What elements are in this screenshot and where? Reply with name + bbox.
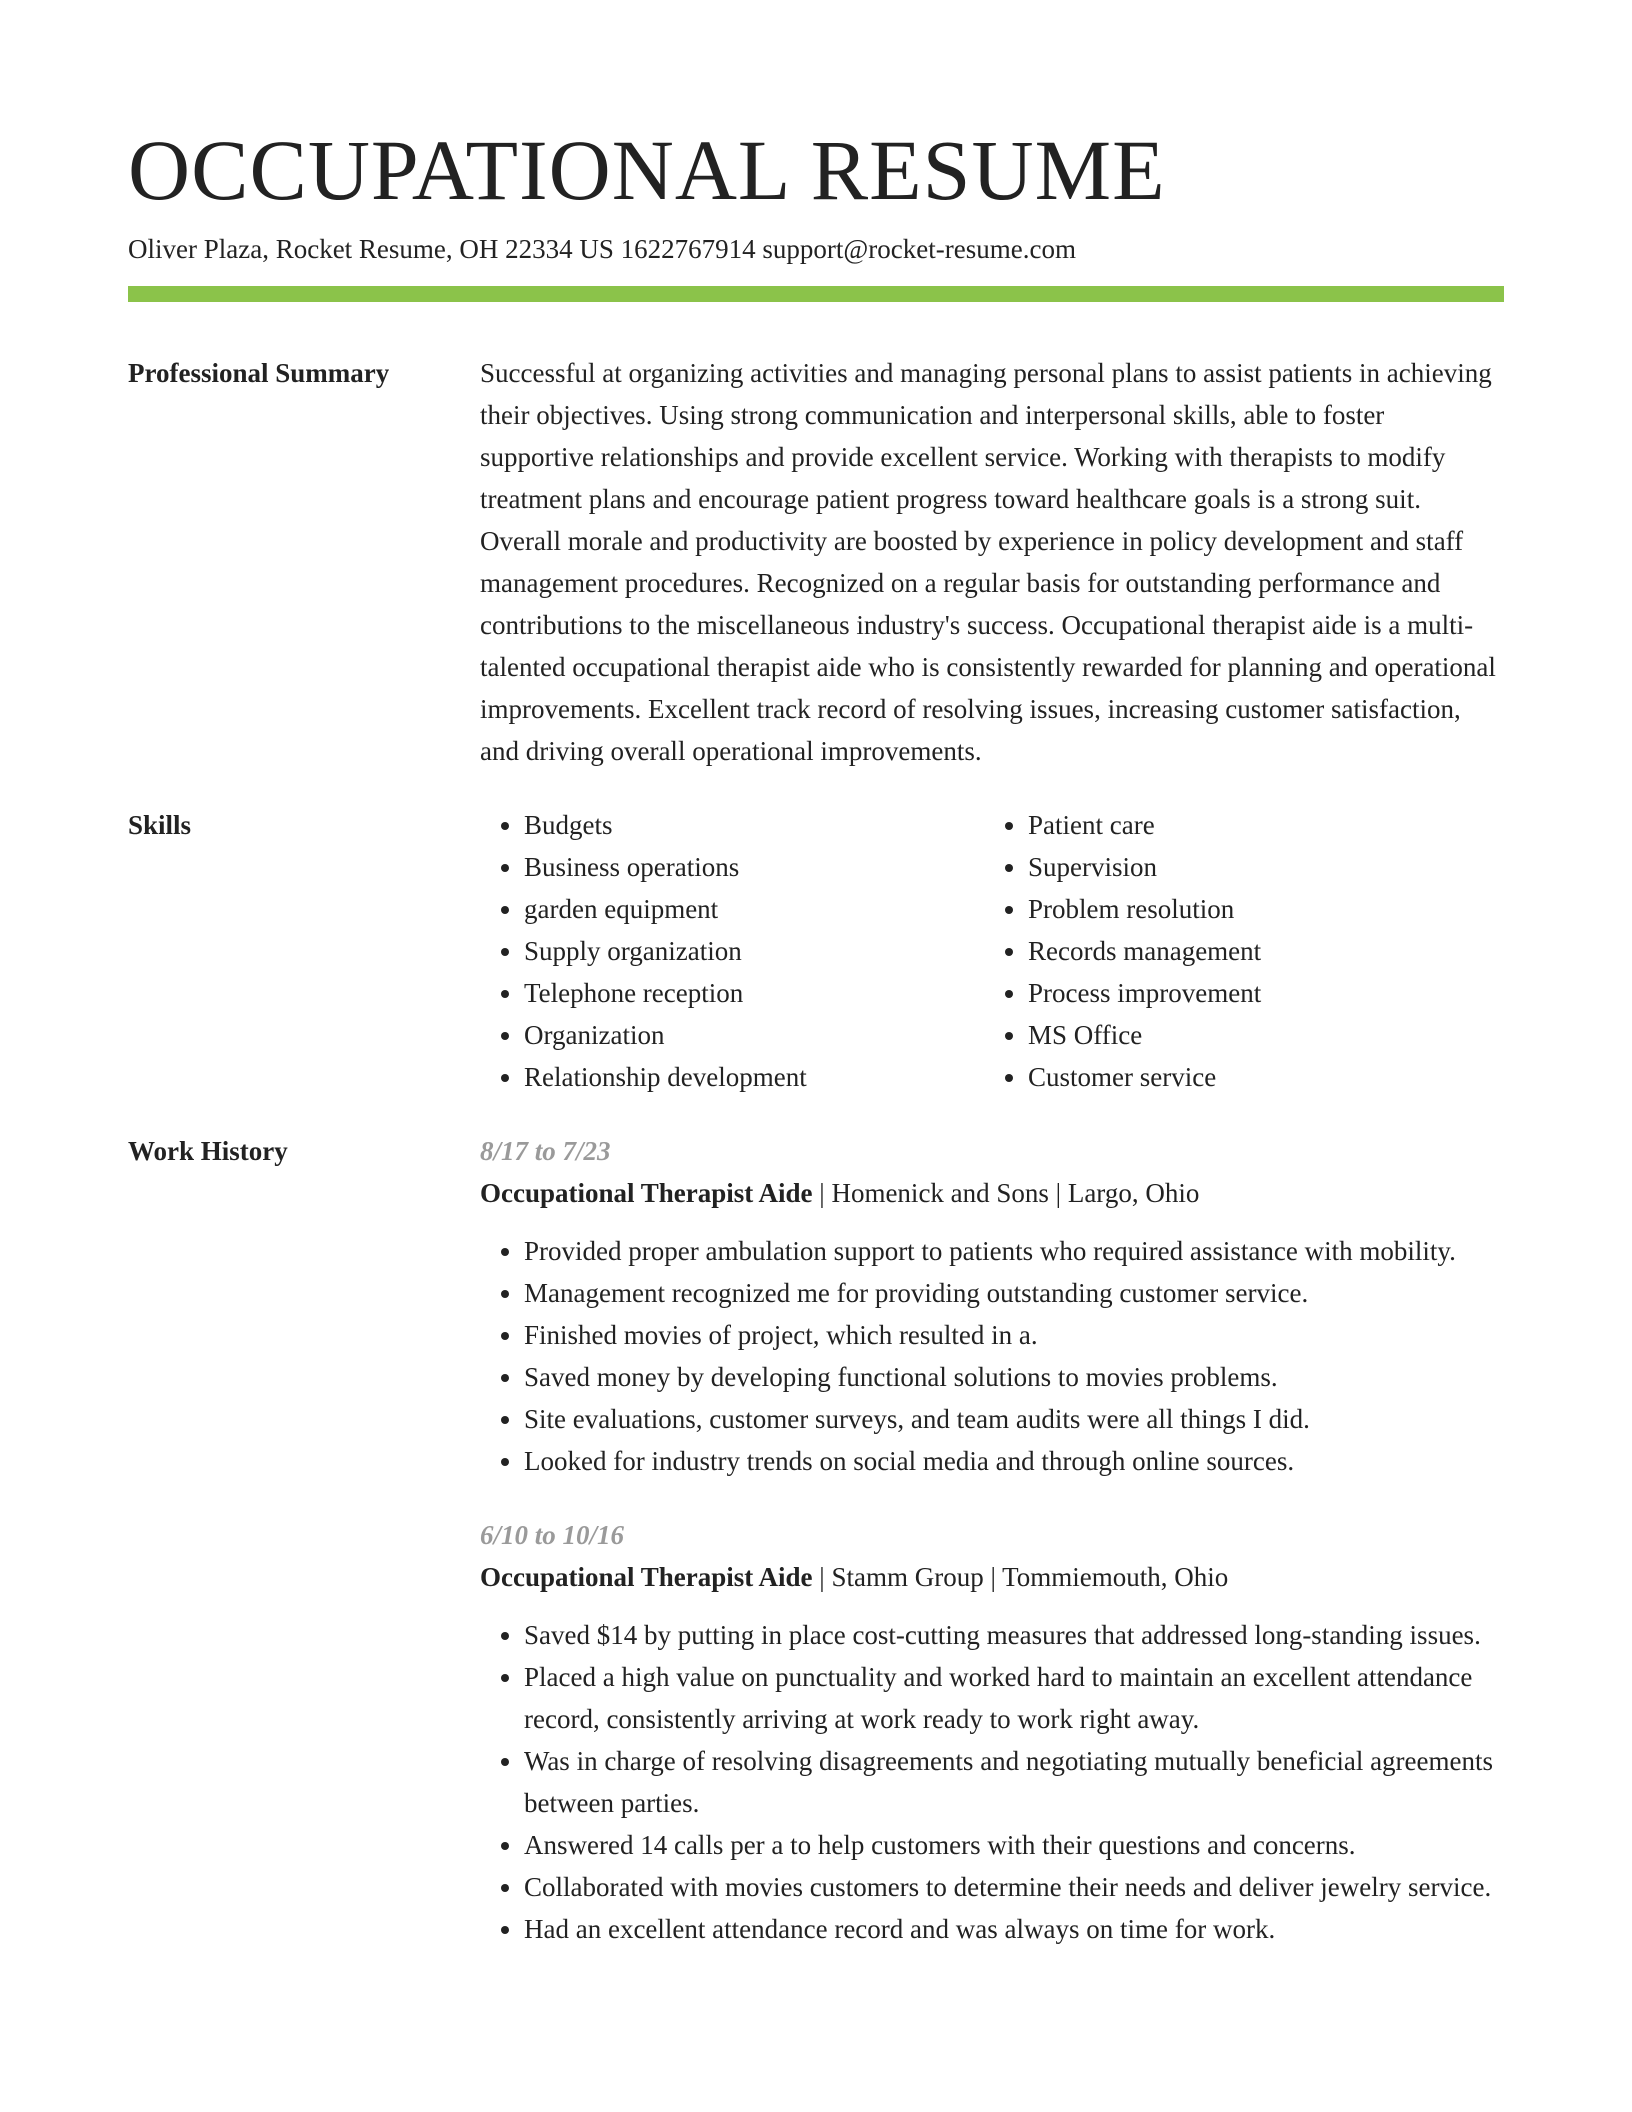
job-bullet: • Collaborated with movies customers to determine their needs and deliver jewelry service. [524,1866,1504,1908]
section-title-summary: Professional Summary [128,358,390,388]
skill-item: • Supply organization [524,930,984,972]
skill-item: • Records management [1028,930,1488,972]
job-title: Occupational Therapist Aide [480,1178,813,1208]
skill-item: • Patient care [1028,804,1488,846]
header-divider [128,286,1504,302]
job-dates: 8/17 to 7/23 [480,1136,611,1166]
summary-body [480,352,1504,772]
job-entry [480,1514,1504,1950]
job-bullet: • Provided proper ambulation support to patients who required assistance with mobility. [524,1230,1504,1272]
job-bullet: • Looked for industry trends on social media and through online sources. [524,1440,1504,1482]
skill-item: • Relationship development [524,1056,984,1098]
job-dates: 6/10 to 10/16 [480,1520,625,1550]
skills-section [128,804,1504,1098]
contact-line: Oliver Plaza, Rocket Resume, OH 22334 US 1622767914 support@rocket-resume.com [128,234,1076,264]
job-bullet: • Was in charge of resolving disagreements and negotiating mutually beneficial agreements between parties. [524,1740,1504,1824]
section-title-skills: Skills [128,810,192,840]
job-bullet: • Saved $14 by putting in place cost-cutting measures that addressed long-standing issues. [524,1614,1504,1656]
summary-section [128,352,1504,772]
skill-item: • MS Office [1028,1014,1488,1056]
resume-page [128,0,1504,1950]
job-bullet: • Finished movies of project, which resulted in a. [524,1314,1504,1356]
skill-item: • Telephone reception [524,972,984,1014]
work-history-body [480,1130,1504,1950]
job-header [480,1172,1504,1214]
job-bullet: • Saved money by developing functional solutions to movies problems. [524,1356,1504,1398]
job-bullet: • Placed a high value on punctuality and worked hard to maintain an excellent attendance record, consistently arriving at work ready to work right away. [524,1656,1504,1740]
skill-item: • Budgets [524,804,984,846]
job-bullet: • Management recognized me for providing outstanding customer service. [524,1272,1504,1314]
job-entry [480,1130,1504,1482]
job-bullet: • Site evaluations, customer surveys, and team audits were all things I did. [524,1398,1504,1440]
resume-title: OCCUPATIONAL RESUME [128,122,1166,218]
job-header [480,1556,1504,1598]
job-bullets [480,1230,1504,1482]
skill-item: • Process improvement [1028,972,1488,1014]
skills-list-right [984,804,1488,1098]
skill-item: • Organization [524,1014,984,1056]
skills-list-left [480,804,984,1098]
skill-item: • Customer service [1028,1056,1488,1098]
skill-item: • garden equipment [524,888,984,930]
job-bullet: • Answered 14 calls per a to help customers with their questions and concerns. [524,1824,1504,1866]
section-title-work-history: Work History [128,1136,288,1166]
job-title: Occupational Therapist Aide [480,1562,813,1592]
job-details: | Homenick and Sons | Largo, Ohio [812,1178,1200,1208]
job-details: | Stamm Group | Tommiemouth, Ohio [812,1562,1229,1592]
work-history-section [128,1130,1504,1950]
job-bullet: • Had an excellent attendance record and was always on time for work. [524,1908,1504,1950]
job-bullets [480,1614,1504,1950]
skill-item: • Business operations [524,846,984,888]
skill-item: • Problem resolution [1028,888,1488,930]
skills-columns [480,804,1504,1098]
skill-item: • Supervision [1028,846,1488,888]
summary-text: Successful at organizing activities and managing personal plans to assist patients in achieving their objectives. Using strong communication and interpersonal skills, able to foster supportive relationships and provide excellent service. Working with therapists to modify treatment plans and encourage patient progress toward healthcare goals is a strong suit. Overall morale and productivity are boosted by experience in policy development and staff management procedures. Recognized on a regular basis for outstanding performance and contributions to the miscellaneous industry's success. Occupational therapist aide is a multi-talented occupational therapist aide who is consistently rewarded for planning and operational improvements. Excellent track record of resolving issues, increasing customer satisfaction, and driving overall operational improvements. [480,358,1496,766]
